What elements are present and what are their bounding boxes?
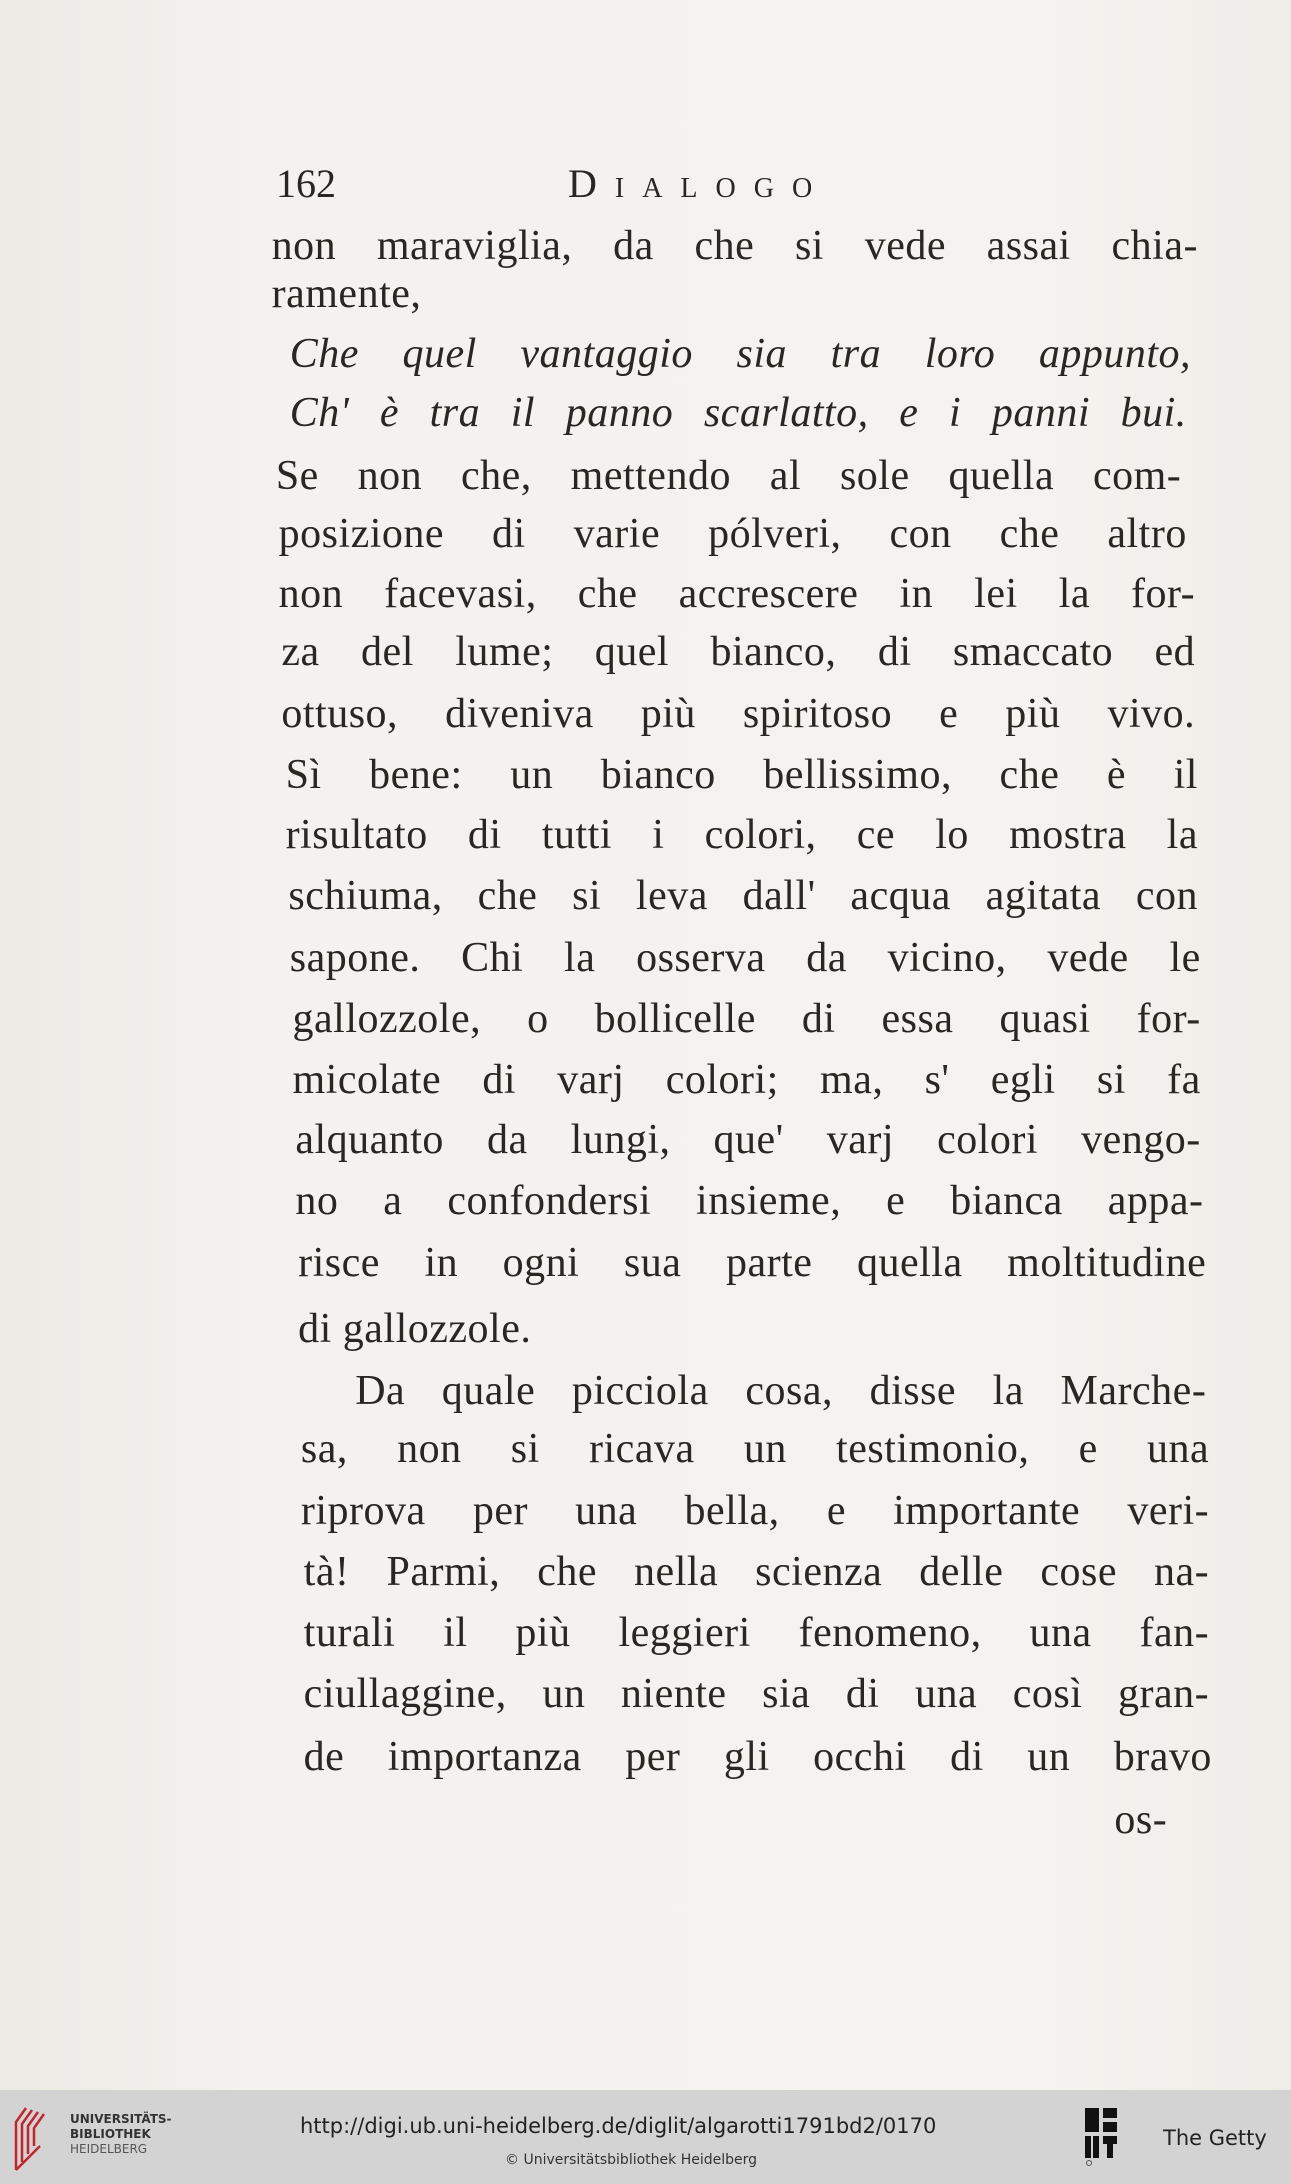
text-line: Ch' è tra il panno scarlatto, e i panni bui. [289,389,1187,436]
footer-bar [0,2090,1291,2184]
text-line: di gallozzole. [298,1306,532,1353]
running-head: Dialogo [568,161,831,206]
text-line: ciullaggine, un niente sia di una così gran- [303,1671,1210,1718]
text-line: turali il più leggieri fenomeno, una fan- [303,1610,1210,1657]
text-line: os- [1114,1796,1168,1843]
text-line: Sì bene: un bianco bellissimo, che è il [285,752,1198,799]
text-line: posizione di varie pólveri, con che altro [278,511,1187,558]
library-name [70,2112,172,2157]
library-name-line: BIBLIOTHEK [70,2127,151,2141]
sponsor-name: The Getty [1163,2126,1267,2150]
ub-heidelberg-logo-icon [10,2100,50,2172]
text-line: schiuma, che si leva dall' acqua agitata con [288,873,1198,920]
text-line: gallozzole, o bollicelle di essa quasi for- [292,995,1201,1042]
permalink-url[interactable]: http://digi.ub.uni-heidelberg.de/diglit/algarotti1791bd2/0170 [300,2114,937,2138]
getty-logo-icon [1085,2108,1125,2166]
copyright-notice: © Universitätsbibliothek Heidelberg [505,2152,758,2168]
text-line: alquanto da lungi, que' varj colori vengo- [295,1117,1201,1164]
text-line: ramente, [271,271,422,318]
text-line: micolate di varj colori; ma, s' egli si fa [292,1057,1201,1104]
text-line: Da quale picciola cosa, disse la Marche- [355,1367,1207,1414]
page-number: 162 [276,161,336,206]
text-line: Se non che, mettendo al sole quella com- [275,452,1182,499]
text-line: riprova per una bella, e importante veri- [300,1487,1210,1534]
text-line: za del lume; quel bianco, di smaccato ed [281,629,1196,676]
text-line: ottuso, diveniva più spiritoso e più vivo. [281,690,1196,737]
text-line: risce in ogni sua parte quella moltitudine [298,1239,1207,1286]
text-line: risultato di tutti i colori, ce lo mostra la [285,811,1198,858]
text-line: Che quel vantaggio sia tra loro appunto, [289,331,1191,378]
text-line: sa, non si ricava un testimonio, e una [300,1426,1210,1473]
text-line: de importanza per gli occhi di un bravo [303,1734,1212,1781]
text-line: no a confondersi insieme, e bianca appa- [295,1178,1204,1225]
text-line: tà! Parmi, che nella scienza delle cose na- [303,1548,1210,1595]
text-line: sapone. Chi la osserva da vicino, vede le [289,934,1201,981]
library-name-line: HEIDELBERG [70,2142,148,2156]
text-line: non facevasi, che accrescere in lei la for- [278,570,1196,617]
library-name-line: UNIVERSITÄTS- [70,2112,172,2126]
text-line: non maraviglia, da che si vede assai chia- [271,222,1198,269]
